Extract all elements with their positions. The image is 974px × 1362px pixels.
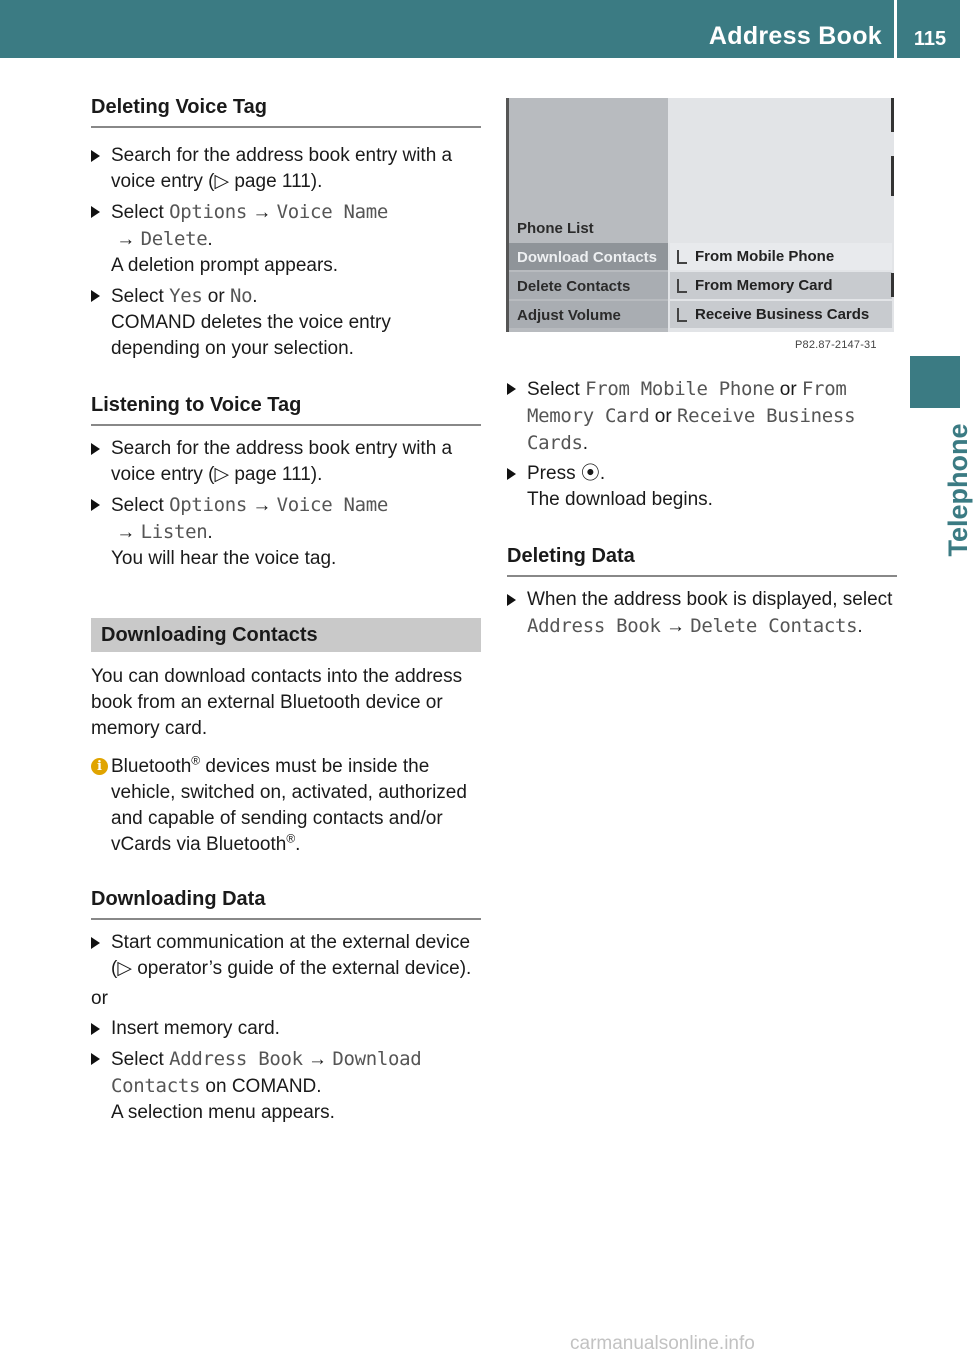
heading-deleting-voice-tag: Deleting Voice Tag: [91, 94, 481, 128]
step: Select Options → Voice Name → Listen. You will hear the voice tag.: [91, 492, 481, 572]
menu-item-phone-list[interactable]: Phone List: [517, 220, 594, 237]
section-banner-downloading-contacts: Downloading Contacts: [91, 618, 481, 652]
page-number: 115: [913, 28, 947, 50]
step-arrow-icon: [507, 383, 516, 395]
step: Start communication at the external device (▷ operator’s guide of the external device).: [91, 930, 481, 982]
step: Search for the address book entry with a voice entry (▷ page 111).: [91, 143, 481, 195]
step-arrow-icon: [91, 1023, 100, 1035]
watermark: carmanualsonline.info: [570, 1333, 755, 1354]
step-arrow-icon: [91, 443, 100, 455]
step: Select From Mobile Phone or From Memory Card or Receive Business Cards.: [507, 376, 897, 457]
step: Select Address Book → Download Contacts on COMAND. A selection menu appears.: [91, 1046, 481, 1126]
step-arrow-icon: [91, 150, 100, 162]
memory-card-icon: [677, 279, 687, 293]
step: Press ⦿. The download begins.: [507, 461, 897, 513]
step-arrow-icon: [91, 206, 100, 218]
step-arrow-icon: [91, 290, 100, 302]
step-arrow-icon: [91, 937, 100, 949]
submenu-from-mobile-phone[interactable]: From Mobile Phone: [670, 243, 892, 270]
business-card-icon: [677, 308, 687, 322]
heading-deleting-data: Deleting Data: [507, 543, 897, 577]
menu-item-delete-contacts[interactable]: Delete Contacts: [517, 278, 631, 295]
step-arrow-icon: [507, 468, 516, 480]
step: Search for the address book entry with a voice entry (▷ page 111).: [91, 436, 481, 488]
info-icon: i: [91, 758, 108, 775]
heading-listening-voice-tag: Listening to Voice Tag: [91, 392, 481, 426]
step: Select Yes or No. COMAND deletes the voice entry depending on your selection.: [91, 283, 481, 362]
submenu-receive-business-cards[interactable]: Receive Business Cards: [670, 301, 892, 328]
section-tab-label: Telephone: [943, 423, 973, 557]
step-arrow-icon: [91, 499, 100, 511]
menu-item-adjust-volume[interactable]: Adjust Volume: [517, 307, 621, 324]
step-arrow-icon: [507, 594, 516, 606]
intro-paragraph: You can download contacts into the address book from an external Bluetooth device or memory card.: [91, 666, 463, 739]
press-button-icon: ⦿: [580, 463, 600, 484]
chapter-title: Address Book: [708, 22, 882, 50]
step-arrow-icon: [91, 1053, 100, 1065]
figure-caption: P82.87-2147-31: [795, 339, 877, 351]
menu-item-download-contacts[interactable]: Download Contacts: [517, 249, 658, 266]
step: Insert memory card.: [91, 1016, 481, 1042]
right-column: [507, 376, 897, 640]
or-text: or: [91, 988, 108, 1009]
step: Select Options → Voice Name → Delete. A deletion prompt appears.: [91, 199, 481, 279]
info-note: i Bluetooth® devices must be inside the vehicle, switched on, activated, authorized and capable of sending contacts and/or vCards via Bluetooth®.: [91, 754, 481, 858]
mobile-phone-icon: [677, 250, 687, 264]
step: When the address book is displayed, select Address Book → Delete Contacts.: [507, 587, 897, 640]
section-tab: [910, 356, 960, 408]
submenu-from-memory-card[interactable]: From Memory Card: [670, 272, 892, 299]
comand-screen: [506, 98, 894, 332]
left-column: [91, 94, 481, 1126]
heading-downloading-data: Downloading Data: [91, 886, 481, 920]
header-divider: [894, 0, 897, 58]
